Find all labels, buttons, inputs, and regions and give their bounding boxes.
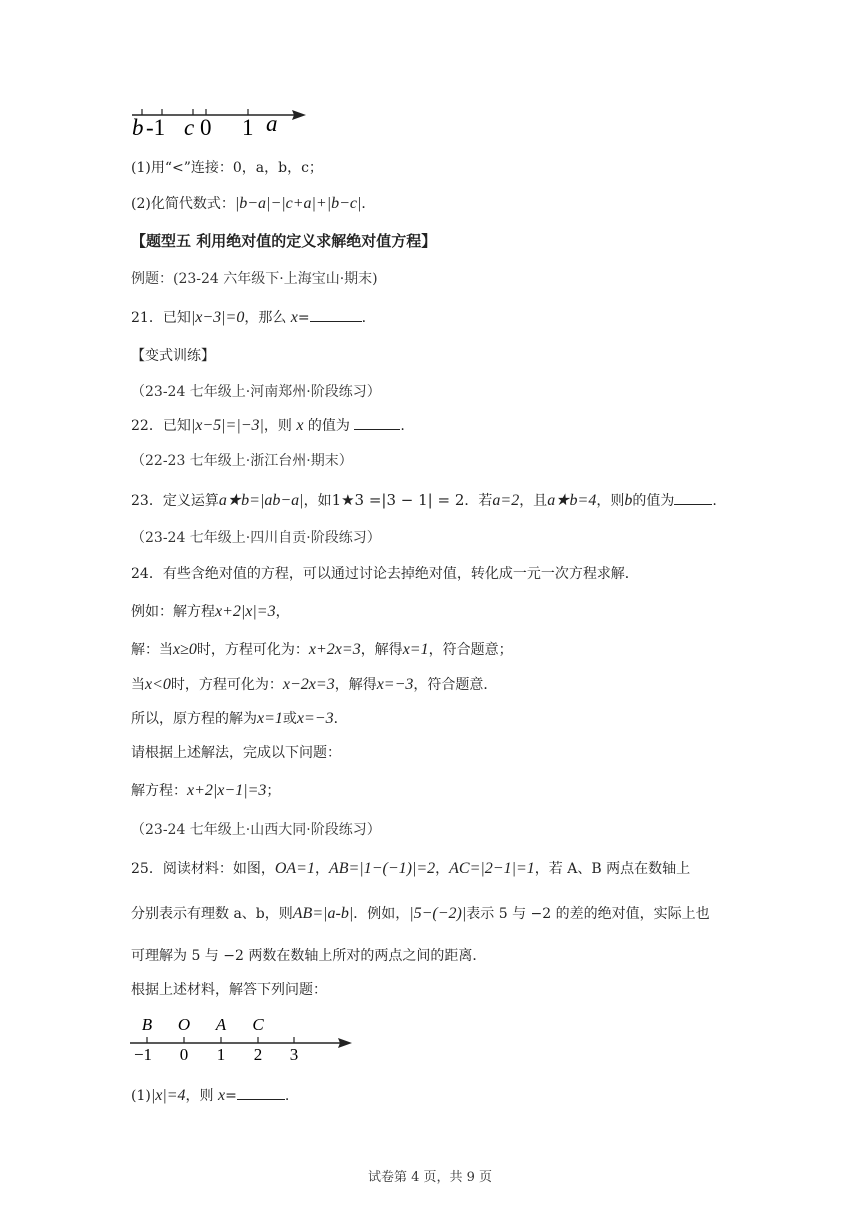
nl1-label-a: a (266, 111, 278, 136)
q25-line2: 分别表示有理数 a、b，则AB=|a-b|．例如，|5−(−2)|表示 5 与 −2 的差的绝对值，实际上也 (131, 905, 710, 922)
variant-training-label: 【变式训练】 (131, 348, 215, 364)
answer-blank-23[interactable] (674, 490, 712, 505)
nl1-label-b: b (132, 115, 144, 140)
source-24: （23-24 七年级上·四川自贡·阶段练习） (131, 530, 381, 546)
q25-line1: 25．阅读材料：如图，OA=1，AB=|1−(−1)|=2，AC=|2−1|=1，若 A、B 两点在数轴上 (131, 860, 691, 877)
q24-line4: 当x<0时，方程可化为：x−2x=3，解得x=−3，符合题意． (131, 676, 498, 693)
answer-blank-22[interactable] (354, 415, 400, 430)
example-label: 例题：(23-24 六年级下·上海宝山·期末) (131, 271, 378, 287)
number-line-1 (128, 100, 318, 140)
q24-line3: 解：当x≥0时，方程可化为：x+2x=3，解得x=1，符合题意； (131, 641, 513, 658)
q25-part1: (1)|x|=4，则 x= . (131, 1087, 290, 1104)
q24-line2: 例如：解方程x+2|x|=3， (131, 603, 290, 620)
nl2-tick-neg1: −1 (133, 1045, 153, 1063)
source-22: （23-24 七年级上·河南郑州·阶段练习） (131, 384, 381, 400)
q25-line3: 可理解为 5 与 −2 两数在数轴上所对的两点之间的距离． (131, 948, 487, 964)
answer-blank-21[interactable] (310, 307, 362, 322)
nl2-point-A: A (215, 1015, 227, 1034)
question-21: 21．已知|x−3|=0，那么 x= . (131, 309, 367, 326)
source-23: （22-23 七年级上·浙江台州·期末） (131, 453, 353, 469)
nl2-tick-2: 2 (253, 1045, 263, 1063)
number-line-2 (128, 1013, 360, 1063)
q25-line4: 根据上述材料，解答下列问题： (131, 982, 327, 998)
q24-line5: 所以，原方程的解为x=1或x=−3． (131, 710, 348, 727)
q20-expression: |b−a|−|c+a|+|b−c| (234, 195, 362, 212)
nl1-label-neg1: -1 (146, 115, 166, 140)
q24-line6: 请根据上述解法，完成以下问题： (131, 745, 341, 761)
nl2-point-C: C (252, 1015, 264, 1034)
q20-part2: (2)化简代数式：|b−a|−|c+a|+|b−c|． (131, 195, 376, 212)
source-25: （23-24 七年级上·山西大同·阶段练习） (131, 822, 381, 838)
nl2-tick-3: 3 (289, 1045, 299, 1063)
q24-line7: 解方程：x+2|x−1|=3； (131, 782, 281, 799)
question-22: 22．已知|x−5|=|−3|，则 x 的值为 . (131, 417, 405, 434)
page-footer: 试卷第 4 页，共 9 页 (367, 1170, 493, 1185)
q20-part1: (1)用“<”连接：0，a，b，c； (131, 160, 323, 176)
nl2-point-B: B (141, 1015, 153, 1034)
nl1-label-0: 0 (200, 115, 212, 140)
nl1-label-c: c (184, 115, 195, 140)
nl1-label-1: 1 (242, 115, 254, 140)
nl2-point-O: O (177, 1015, 191, 1034)
q24-line1: 24．有些含绝对值的方程，可以通过讨论去掉绝对值，转化成一元一次方程求解． (131, 566, 639, 582)
nl2-tick-0: 0 (179, 1045, 189, 1063)
section-title: 【题型五 利用绝对值的定义求解绝对值方程】 (131, 232, 437, 250)
nl2-tick-1: 1 (216, 1045, 226, 1063)
question-23: 23．定义运算a★b=|ab−a|，如1★3 =|3 − 1| = 2．若a=2，且a★b=4，则b的值为 . (131, 491, 717, 509)
answer-blank-25-1[interactable] (237, 1085, 285, 1100)
